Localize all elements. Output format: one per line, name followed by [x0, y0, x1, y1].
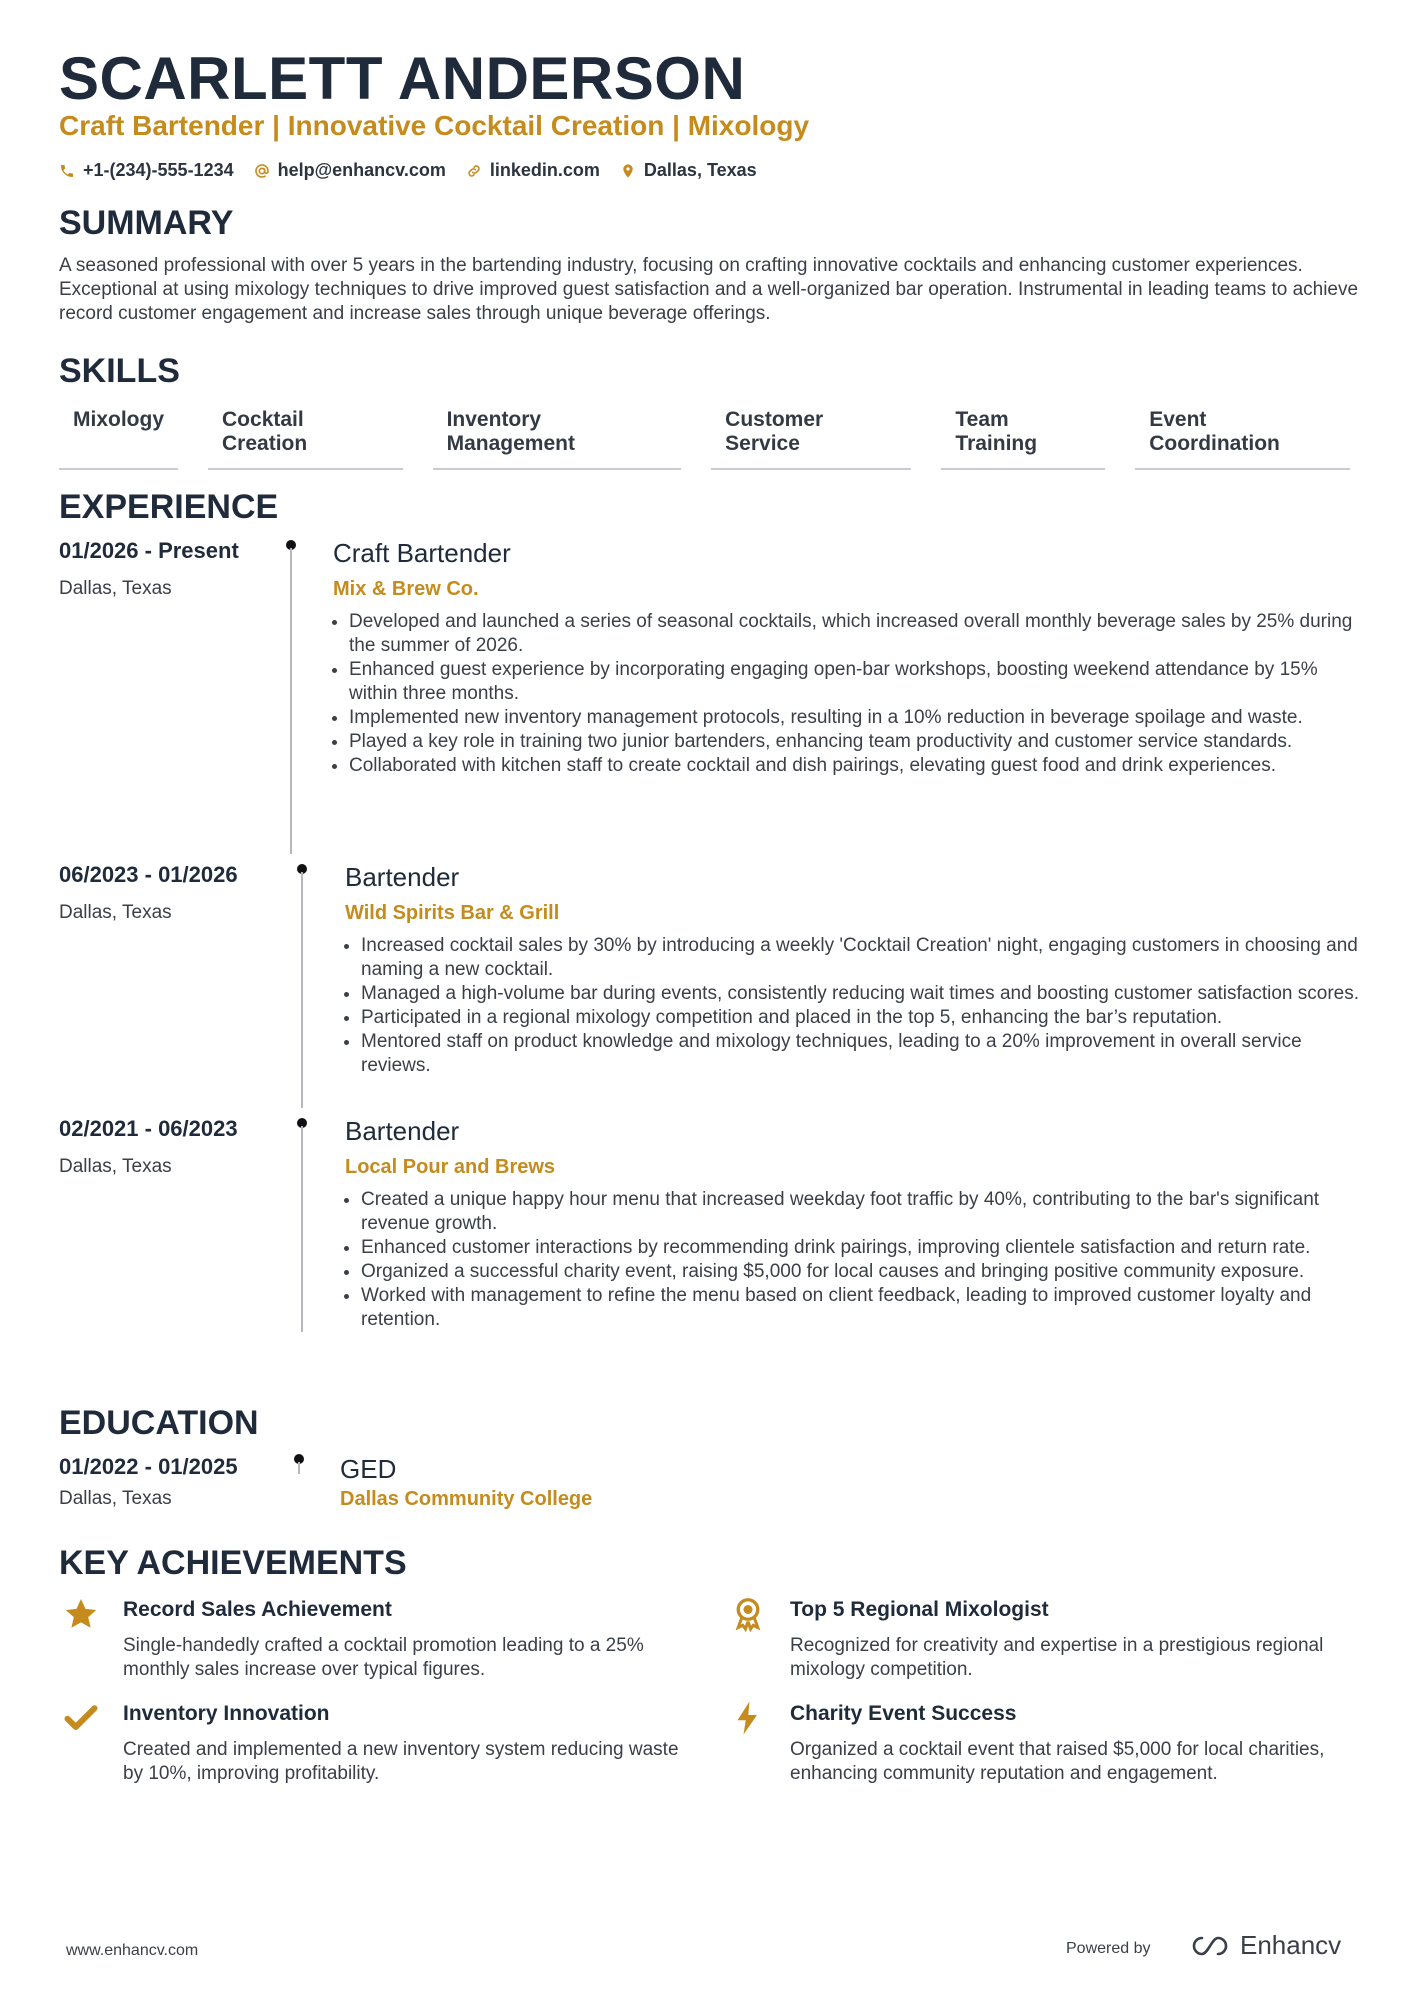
experience-bullet: • Enhanced customer interactions by recommending drink pairings, improving clientele satisfaction and return rate.: [361, 1236, 1361, 1260]
contact-bar: [59, 160, 757, 181]
experience-date: 01/2026 - Present: [59, 538, 239, 563]
experience-bullets: [333, 934, 1361, 1078]
skill-tag: Inventory Management: [433, 408, 682, 470]
timeline-line: [301, 1126, 303, 1332]
skill-tag: Event Coordination: [1135, 408, 1350, 470]
achievement-description: Recognized for creativity and expertise in a prestigious regional mixology competition.: [790, 1635, 1324, 1680]
summary-heading: SUMMARY: [59, 204, 234, 242]
contact-email[interactable]: [254, 160, 446, 181]
checkmark-icon: [63, 1700, 99, 1736]
lightning-icon: [730, 1700, 766, 1736]
link-icon: [466, 163, 482, 179]
skills-list: [59, 408, 1350, 470]
star-icon: [63, 1596, 99, 1632]
experience-bullet: • Participated in a regional mixology competition and placed in the top 5, enhancing the bar’s reputation.: [361, 1006, 1361, 1030]
achievements-heading: KEY ACHIEVEMENTS: [59, 1544, 407, 1582]
candidate-tagline: Craft Bartender | Innovative Cocktail Creation | Mixology: [59, 110, 810, 141]
contact-phone-text: +1-(234)-555-1234: [83, 160, 234, 180]
contact-phone[interactable]: [59, 160, 234, 181]
experience-bullet: • Organized a successful charity event, raising $5,000 for local causes and bringing positive community exposure.: [361, 1260, 1361, 1284]
skills-heading: SKILLS: [59, 352, 180, 390]
experience-bullet: • Managed a high-volume bar during events, consistently reducing wait times and boosting customer satisfaction scores.: [361, 982, 1361, 1006]
skill-tag: Customer Service: [711, 408, 911, 470]
contact-location-text: Dallas, Texas: [643, 160, 757, 180]
experience-bullet: • Worked with management to refine the menu based on client feedback, leading to improved customer loyalty and retention.: [361, 1284, 1361, 1332]
experience-location: Dallas, Texas: [59, 902, 172, 923]
experience-bullet: • Developed and launched a series of seasonal cocktails, which increased overall monthly beverage sales by 25% during the summer of 2026.: [349, 610, 1359, 658]
experience-bullets: [321, 610, 1359, 778]
timeline-line: [301, 872, 303, 1108]
achievement-title: Record Sales Achievement: [123, 1598, 392, 1621]
education-degree: GED: [340, 1454, 397, 1484]
powered-by-label: Powered by: [1066, 1940, 1151, 1957]
achievement-title: Charity Event Success: [790, 1702, 1017, 1725]
experience-bullet: • Increased cocktail sales by 30% by introducing a weekly 'Cocktail Creation' night, engaging customers in choosing and naming a new cocktail.: [361, 934, 1361, 982]
medal-icon: [730, 1596, 766, 1632]
contact-linkedin-text: linkedin.com: [489, 160, 600, 180]
experience-date: 02/2021 - 06/2023: [59, 1116, 238, 1141]
experience-location: Dallas, Texas: [59, 1156, 172, 1177]
achievement-description: Organized a cocktail event that raised $5,000 for local charities, enhancing community reputation and engagement.: [790, 1739, 1325, 1784]
education-date: 01/2022 - 01/2025: [59, 1454, 238, 1479]
footer-url[interactable]: www.enhancv.com: [66, 1942, 199, 1959]
at-icon: [254, 163, 270, 179]
education-heading: EDUCATION: [59, 1404, 259, 1442]
experience-location: Dallas, Texas: [59, 578, 172, 599]
achievement-title: Top 5 Regional Mixologist: [790, 1598, 1049, 1621]
experience-bullet: • Collaborated with kitchen staff to create cocktail and dish pairings, elevating guest food and drink experiences.: [349, 754, 1359, 778]
timeline-line: [298, 1462, 300, 1474]
timeline-line: [290, 548, 292, 854]
contact-location: [620, 160, 757, 181]
skill-tag: Mixology: [59, 408, 178, 470]
experience-company: Wild Spirits Bar & Grill: [345, 902, 560, 924]
contact-email-text: help@enhancv.com: [277, 160, 446, 180]
candidate-name: SCARLETT ANDERSON: [59, 45, 746, 112]
achievement-description: Created and implemented a new inventory system reducing waste by 10%, improving profitability.: [123, 1739, 679, 1784]
brand-name: Enhancv: [1240, 1930, 1342, 1960]
brand-logo[interactable]: [1188, 1930, 1341, 1961]
experience-entry: [59, 538, 1353, 854]
experience-entry: [59, 862, 1360, 1108]
experience-heading: EXPERIENCE: [59, 488, 279, 526]
skill-tag: Team Training: [941, 408, 1105, 470]
experience-entry: [59, 1116, 1350, 1396]
education-entry: [59, 1454, 1350, 1524]
experience-role: Bartender: [345, 862, 460, 892]
experience-bullet: • Enhanced guest experience by incorporating engaging open-bar workshops, boosting weekend attendance by 15% within three months.: [349, 658, 1359, 706]
phone-icon: [59, 163, 75, 179]
experience-role: Bartender: [345, 1116, 460, 1146]
location-pin-icon: [620, 163, 636, 179]
enhancv-logo-icon: [1188, 1933, 1232, 1959]
achievement-title: Inventory Innovation: [123, 1702, 330, 1725]
education-school: Dallas Community College: [340, 1488, 593, 1510]
skill-tag: Cocktail Creation: [208, 408, 403, 470]
achievement-description: Single-handedly crafted a cocktail promotion leading to a 25% monthly sales increase over typical figures.: [123, 1635, 644, 1680]
experience-bullet: • Created a unique happy hour menu that increased weekday foot traffic by 40%, contributing to the bar's significant revenue growth.: [361, 1188, 1361, 1236]
experience-company: Local Pour and Brews: [345, 1156, 556, 1178]
experience-bullet: • Played a key role in training two junior bartenders, enhancing team productivity and customer service standards.: [349, 730, 1359, 754]
experience-date: 06/2023 - 01/2026: [59, 862, 238, 887]
experience-company: Mix & Brew Co.: [333, 578, 479, 600]
summary-text: A seasoned professional with over 5 years in the bartending industry, focusing on crafting innovative cocktails and enhancing customer experiences. Exceptional at using mixology techniques to drive improved guest satisfaction and a well-organized bar operation. Instrumental in leading teams to achieve record customer engagement and increase sales through unique beverage offerings.: [59, 255, 1359, 324]
experience-bullet: • Mentored staff on product knowledge and mixology techniques, leading to a 20% improvement in overall service reviews.: [361, 1030, 1361, 1078]
contact-linkedin[interactable]: [466, 160, 600, 181]
experience-bullets: [333, 1188, 1361, 1332]
education-location: Dallas, Texas: [59, 1488, 172, 1509]
experience-role: Craft Bartender: [333, 538, 511, 568]
experience-bullet: • Implemented new inventory management protocols, resulting in a 10% reduction in beverage spoilage and waste.: [349, 706, 1359, 730]
